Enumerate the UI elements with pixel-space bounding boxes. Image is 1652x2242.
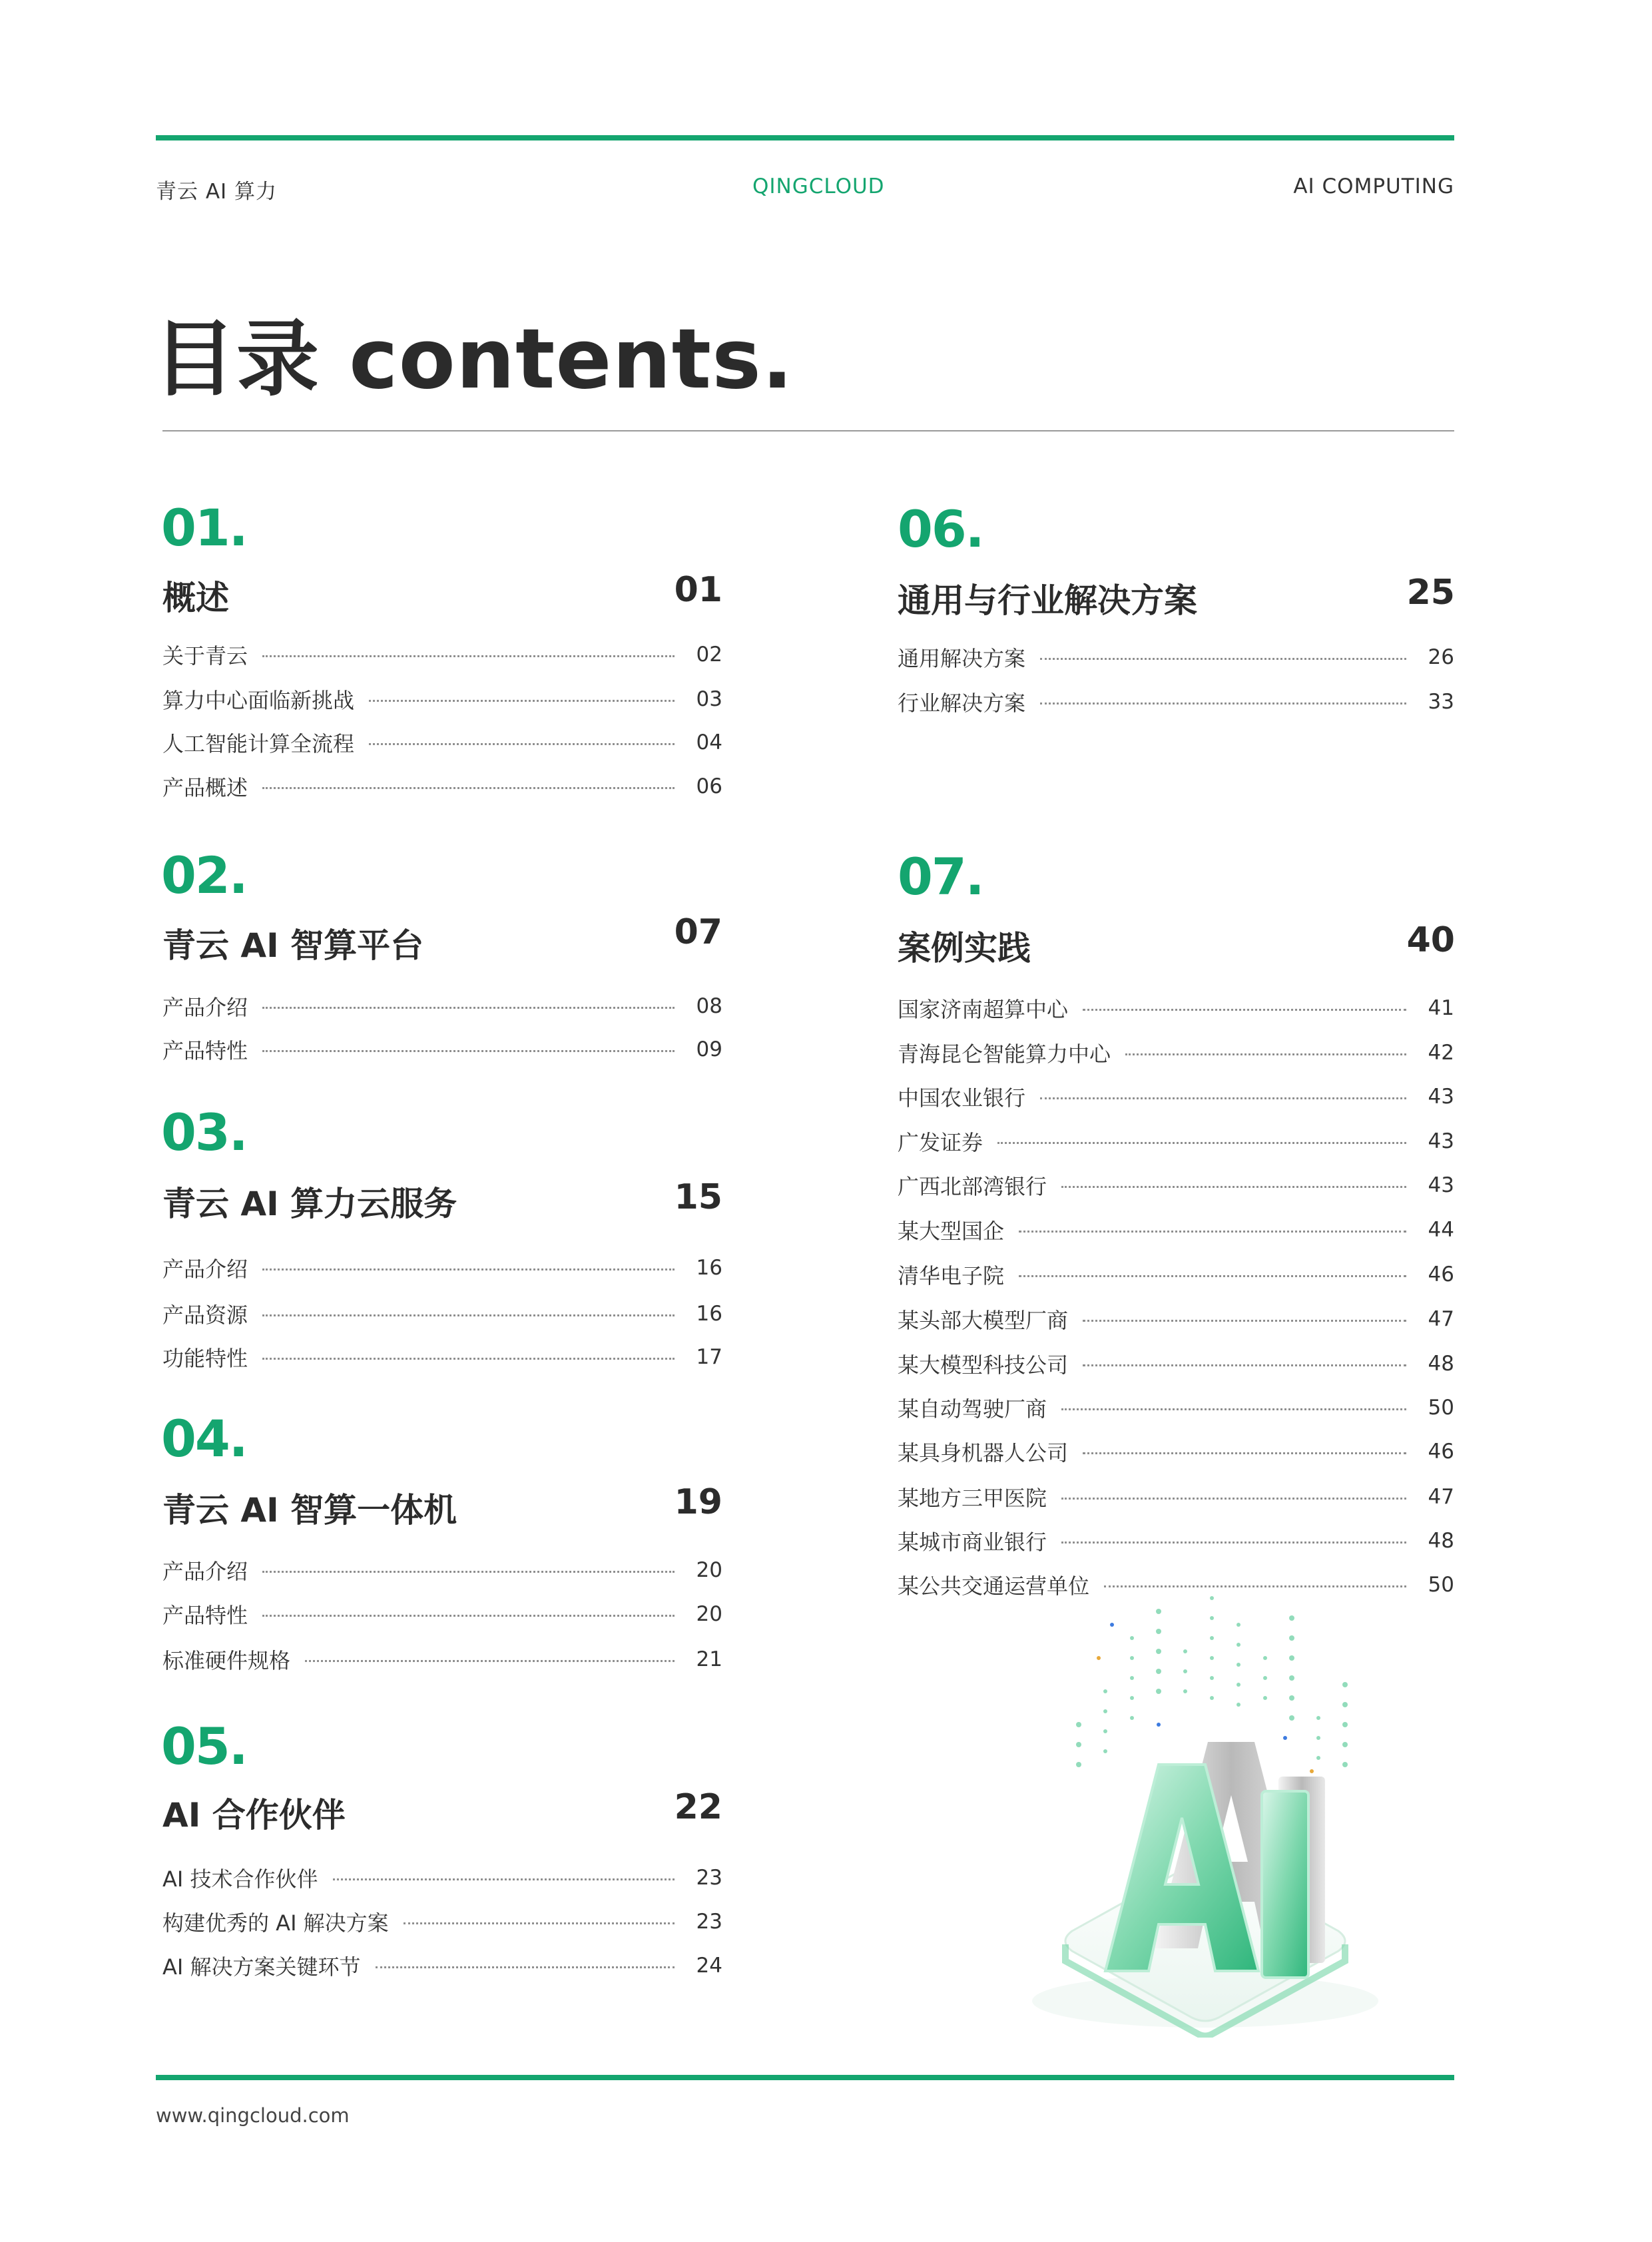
dot-leader bbox=[262, 655, 675, 657]
toc-item-page: 50 bbox=[1428, 1396, 1454, 1420]
top-accent-rule bbox=[156, 135, 1454, 140]
toc-item-label: 产品介绍 bbox=[162, 1559, 248, 1584]
section-number: 07. bbox=[898, 847, 983, 906]
toc-item-label: 功能特性 bbox=[162, 1346, 248, 1371]
dot-leader bbox=[262, 1268, 675, 1270]
dot-leader bbox=[997, 1142, 1406, 1144]
toc-item-page: 43 bbox=[1428, 1085, 1454, 1109]
toc-item[interactable] bbox=[898, 1482, 1454, 1512]
toc-item[interactable] bbox=[898, 1082, 1454, 1111]
toc-item-label: 产品介绍 bbox=[162, 1257, 248, 1282]
toc-item-label: 关于青云 bbox=[162, 643, 248, 669]
section-number: 05. bbox=[161, 1717, 247, 1776]
dot-leader bbox=[1061, 1541, 1406, 1543]
dot-leader bbox=[1061, 1408, 1406, 1410]
toc-item-page: 17 bbox=[696, 1345, 722, 1369]
header-brand-center: QINGCLOUD bbox=[752, 174, 885, 198]
toc-item-page: 41 bbox=[1428, 996, 1454, 1020]
toc-item-page: 09 bbox=[696, 1037, 722, 1061]
toc-item[interactable] bbox=[162, 1555, 722, 1585]
toc-item-page: 23 bbox=[696, 1910, 722, 1934]
toc-item-label: AI 技术合作伙伴 bbox=[162, 1866, 318, 1892]
dot-leader bbox=[333, 1878, 675, 1880]
toc-item-page: 46 bbox=[1428, 1262, 1454, 1286]
toc-item-page: 48 bbox=[1428, 1529, 1454, 1553]
dot-leader bbox=[1061, 1186, 1406, 1188]
toc-item[interactable] bbox=[898, 993, 1454, 1023]
toc-item-page: 20 bbox=[696, 1602, 722, 1626]
toc-item[interactable] bbox=[162, 1907, 722, 1936]
section-number: 03. bbox=[161, 1103, 247, 1162]
dot-leader bbox=[1083, 1452, 1406, 1454]
dot-leader bbox=[1019, 1275, 1406, 1277]
toc-item-page: 43 bbox=[1428, 1129, 1454, 1153]
page-title: 目录 contents. bbox=[153, 312, 794, 408]
toc-item[interactable] bbox=[898, 1393, 1454, 1422]
toc-item-page: 44 bbox=[1428, 1218, 1454, 1242]
dot-leader bbox=[1061, 1498, 1406, 1500]
toc-item-page: 16 bbox=[696, 1256, 722, 1280]
dot-leader bbox=[1083, 1009, 1406, 1011]
toc-item[interactable] bbox=[162, 685, 722, 714]
section-page: 15 bbox=[674, 1177, 722, 1217]
toc-item[interactable] bbox=[162, 728, 722, 757]
toc-item-label: 构建优秀的 AI 解决方案 bbox=[162, 1910, 389, 1936]
section-title[interactable]: 青云 AI 智算平台 bbox=[162, 926, 424, 965]
toc-item-page: 04 bbox=[696, 730, 722, 754]
toc-item-page: 26 bbox=[1428, 645, 1454, 669]
toc-item-page: 33 bbox=[1428, 690, 1454, 714]
dot-leader bbox=[1040, 658, 1406, 660]
toc-item-label: 某大模型科技公司 bbox=[898, 1352, 1069, 1378]
dot-leader bbox=[1125, 1053, 1406, 1055]
dot-leader bbox=[262, 1050, 675, 1052]
dot-leader bbox=[262, 1358, 675, 1360]
toc-item[interactable] bbox=[898, 643, 1454, 672]
toc-item-label: 行业解决方案 bbox=[898, 691, 1026, 716]
toc-item[interactable] bbox=[898, 1127, 1454, 1156]
dot-leader bbox=[1083, 1364, 1406, 1366]
toc-item-label: 清华电子院 bbox=[898, 1263, 1005, 1288]
section-page: 40 bbox=[1406, 920, 1455, 960]
ai-illustration bbox=[992, 1585, 1418, 2038]
toc-item[interactable] bbox=[898, 1437, 1454, 1466]
section-page: 19 bbox=[674, 1482, 722, 1522]
section-title[interactable]: 案例实践 bbox=[898, 929, 1031, 968]
section-number: 06. bbox=[898, 499, 983, 559]
header-brand-right: AI COMPUTING bbox=[1293, 174, 1454, 198]
bottom-accent-rule bbox=[156, 2075, 1454, 2080]
section-page: 22 bbox=[674, 1787, 722, 1827]
dot-leader bbox=[262, 1007, 675, 1009]
toc-item-page: 47 bbox=[1428, 1485, 1454, 1509]
toc-item-label: AI 解决方案关键环节 bbox=[162, 1954, 361, 1980]
toc-item[interactable] bbox=[162, 1253, 722, 1282]
toc-item[interactable] bbox=[162, 640, 722, 669]
toc-item-label: 人工智能计算全流程 bbox=[162, 731, 355, 756]
dot-leader bbox=[262, 1571, 675, 1573]
section-page: 01 bbox=[674, 570, 722, 610]
toc-item-page: 21 bbox=[696, 1647, 722, 1671]
toc-item[interactable] bbox=[898, 687, 1454, 716]
toc-item-label: 产品资源 bbox=[162, 1302, 248, 1328]
toc-item-page: 02 bbox=[696, 643, 722, 667]
toc-item-label: 某地方三甲医院 bbox=[898, 1486, 1047, 1511]
section-title[interactable]: 通用与行业解决方案 bbox=[898, 581, 1197, 620]
toc-item-page: 03 bbox=[696, 687, 722, 711]
toc-item[interactable] bbox=[162, 991, 722, 1021]
toc-item-label: 某公共交通运营单位 bbox=[898, 1573, 1090, 1599]
toc-item-page: 48 bbox=[1428, 1352, 1454, 1376]
dot-leader bbox=[404, 1922, 675, 1924]
toc-item-label: 青海昆仑智能算力中心 bbox=[898, 1041, 1111, 1067]
toc-item-label: 产品特性 bbox=[162, 1603, 248, 1628]
toc-item-page: 23 bbox=[696, 1866, 722, 1890]
section-number: 04. bbox=[161, 1409, 247, 1468]
toc-item[interactable] bbox=[162, 1599, 722, 1629]
toc-item-label: 产品概述 bbox=[162, 775, 248, 800]
toc-item[interactable] bbox=[898, 1171, 1454, 1200]
toc-item-page: 16 bbox=[696, 1302, 722, 1326]
ai-3d-logo-icon bbox=[992, 1585, 1418, 2038]
toc-item[interactable] bbox=[162, 1342, 722, 1372]
dot-leader bbox=[305, 1660, 675, 1662]
toc-item-label: 某自动驾驶厂商 bbox=[898, 1396, 1047, 1422]
section-title[interactable]: 概述 bbox=[162, 579, 229, 617]
toc-item-page: 20 bbox=[696, 1558, 722, 1582]
toc-item[interactable] bbox=[162, 1645, 722, 1674]
section-page: 25 bbox=[1406, 573, 1455, 613]
section-title[interactable]: 青云 AI 算力云服务 bbox=[162, 1185, 457, 1223]
toc-item-label: 标准硬件规格 bbox=[162, 1648, 291, 1673]
toc-item-label: 通用解决方案 bbox=[898, 646, 1026, 671]
toc-item-page: 24 bbox=[696, 1954, 722, 1978]
footer-url[interactable]: www.qingcloud.com bbox=[156, 2104, 350, 2127]
toc-item-label: 广西北部湾银行 bbox=[898, 1174, 1047, 1199]
header-brand-left: 青云 AI 算力 bbox=[156, 180, 278, 204]
toc-item-label: 产品特性 bbox=[162, 1038, 248, 1063]
dot-leader bbox=[262, 1615, 675, 1617]
toc-item-label: 产品介绍 bbox=[162, 995, 248, 1020]
title-divider bbox=[162, 430, 1454, 431]
toc-item[interactable] bbox=[898, 1215, 1454, 1245]
toc-item[interactable] bbox=[898, 1260, 1454, 1289]
dot-leader bbox=[376, 1966, 675, 1968]
dot-leader bbox=[369, 743, 675, 745]
toc-item[interactable] bbox=[162, 1863, 722, 1892]
dot-leader bbox=[262, 1314, 675, 1316]
dot-leader bbox=[1040, 1097, 1406, 1099]
section-number: 02. bbox=[161, 846, 247, 905]
toc-item[interactable] bbox=[898, 1349, 1454, 1378]
toc-item-label: 中国农业银行 bbox=[898, 1085, 1026, 1111]
dot-leader bbox=[369, 700, 675, 702]
toc-item-page: 06 bbox=[696, 774, 722, 798]
toc-item-label: 广发证券 bbox=[898, 1130, 983, 1155]
section-title[interactable]: AI 合作伙伴 bbox=[162, 1796, 346, 1834]
toc-item-page: 42 bbox=[1428, 1041, 1454, 1065]
toc-item-label: 某头部大模型厂商 bbox=[898, 1308, 1069, 1333]
toc-item[interactable] bbox=[898, 1038, 1454, 1067]
dot-leader bbox=[262, 787, 675, 789]
toc-item-label: 某城市商业银行 bbox=[898, 1530, 1047, 1555]
section-page: 07 bbox=[674, 912, 722, 952]
toc-item-label: 国家济南超算中心 bbox=[898, 997, 1069, 1022]
toc-item-page: 08 bbox=[696, 994, 722, 1018]
toc-item[interactable] bbox=[898, 1304, 1454, 1334]
toc-item-page: 43 bbox=[1428, 1173, 1454, 1197]
section-number: 01. bbox=[161, 498, 247, 557]
dot-leader bbox=[1019, 1231, 1406, 1233]
section-title[interactable]: 青云 AI 智算一体机 bbox=[162, 1491, 457, 1530]
toc-item-page: 50 bbox=[1428, 1573, 1454, 1597]
toc-item[interactable] bbox=[162, 772, 722, 801]
toc-item[interactable] bbox=[162, 1035, 722, 1064]
toc-item[interactable] bbox=[898, 1526, 1454, 1555]
toc-item-label: 某大型国企 bbox=[898, 1219, 1005, 1244]
toc-item[interactable] bbox=[162, 1299, 722, 1328]
toc-item-label: 算力中心面临新挑战 bbox=[162, 688, 355, 713]
toc-item-page: 47 bbox=[1428, 1307, 1454, 1331]
dot-leader bbox=[1083, 1320, 1406, 1322]
dot-leader bbox=[1040, 702, 1406, 704]
toc-item-label: 某具身机器人公司 bbox=[898, 1440, 1069, 1466]
toc-item[interactable] bbox=[162, 1951, 722, 1980]
toc-item-page: 46 bbox=[1428, 1440, 1454, 1464]
